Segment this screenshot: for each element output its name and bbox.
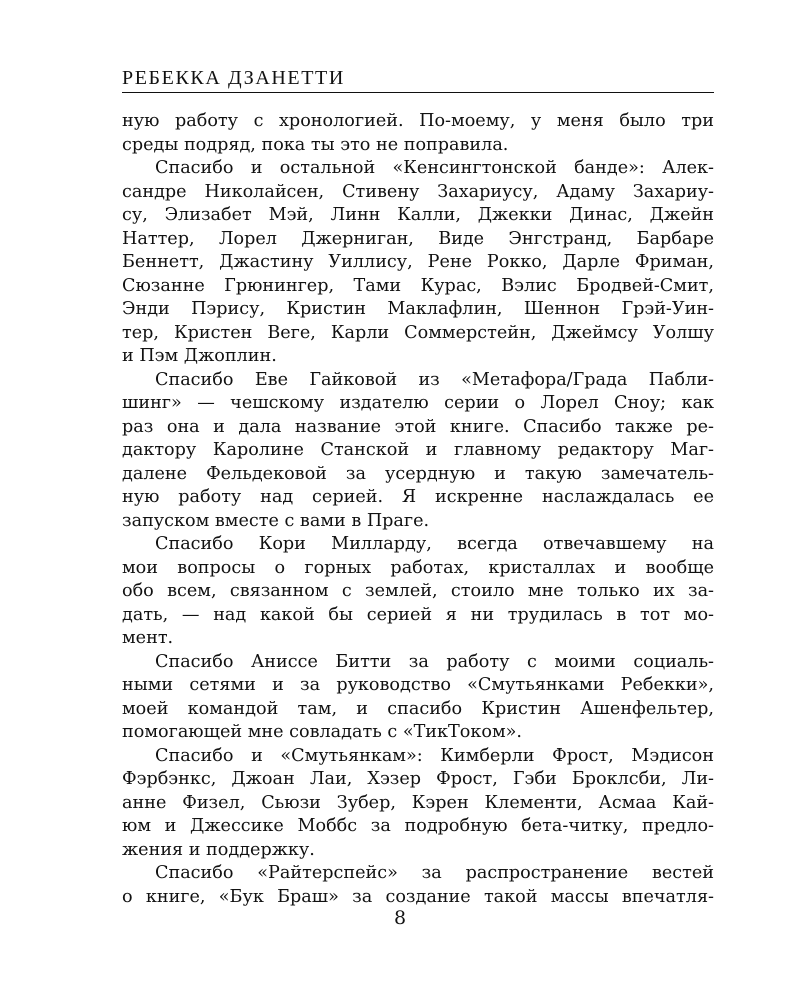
text-line: ными сетями и за руководство «Смутьянками Ребекки»,	[122, 675, 714, 695]
text-line: помогающей мне совладать с «ТикТоком».	[122, 722, 522, 742]
text-line: мент.	[122, 628, 174, 648]
text-line: анне Физел, Сьюзи Зубер, Кэрен Клементи, Асмаа Кай-	[122, 792, 714, 813]
text-line: Фэрбэнкс, Джоан Лаи, Хэзер Фрост, Гэби Броклсби, Ли-	[122, 769, 714, 789]
page-number: 8	[393, 907, 407, 929]
text-line: и Пэм Джоплин.	[122, 346, 277, 366]
body-text	[122, 110, 714, 909]
text-line: дать, — над какой бы серией я ни трудилась в тот мо-	[122, 604, 714, 625]
text-line: Сюзанне Грюнингер, Тами Курас, Вэлис Бродвей-Смит,	[122, 275, 714, 296]
text-line: сандре Николайсен, Стивену Захариусу, Адаму Захариу-	[122, 181, 714, 202]
text-line: далене Фельдековой за усердную и такую замечатель-	[122, 463, 714, 484]
text-line: обо всем, связанном с землей, стоило мне только их за-	[122, 581, 714, 601]
text-line: Спасибо Еве Гайковой из «Метафора/Града Пабли-	[155, 369, 714, 390]
text-line: ную работу с хронологией. По-моему, у меня было три	[122, 111, 714, 131]
text-line: Энди Пэрису, Кристин Маклафлин, Шеннон Грэй-Уин-	[122, 299, 714, 319]
running-head: РЕБЕККА ДЗАНЕТТИ	[122, 67, 345, 89]
text-line: ную работу над серией. Я искренне наслаждалась ее	[122, 487, 714, 507]
text-line: Спасибо «Райтерспейс» за распространение вестей	[155, 863, 714, 883]
text-line: Беннетт, Джастину Уиллису, Рене Рокко, Дарле Фриман,	[122, 252, 714, 272]
text-line: Спасибо Кори Милларду, всегда отвечавшему на	[155, 534, 714, 554]
text-line: Спасибо Аниссе Битти за работу с моими социаль-	[155, 651, 714, 672]
text-line: о книге, «Бук Браш» за создание такой массы впечатля-	[122, 886, 714, 907]
text-line: раз она и дала название этой книге. Спасибо также ре-	[122, 416, 714, 437]
text-line: мои вопросы о горных работах, кристаллах и вообще	[122, 557, 714, 578]
text-line: дактору Каролине Станской и главному редактору Маг-	[122, 440, 714, 460]
text-line: среды подряд, пока ты это не поправила.	[122, 134, 509, 155]
text-line: шинг» — чешскому издателю серии о Лорел Сноу; как	[122, 393, 714, 413]
text-line: су, Элизабет Мэй, Линн Калли, Джекки Динас, Джейн	[122, 205, 714, 225]
text-line: Наттер, Лорел Джерниган, Виде Энгстранд, Барбаре	[122, 228, 714, 249]
text-line: Спасибо и остальной «Кенсингтонской банде»: Алек-	[155, 158, 714, 178]
header-rule	[122, 92, 714, 93]
text-line: жения и поддержку.	[122, 839, 315, 860]
text-line: юм и Джессике Моббс за подробную бета-читку, предло-	[122, 816, 714, 836]
text-line: Спасибо и «Смутьянкам»: Кимберли Фрост, Мэдисон	[155, 745, 714, 766]
text-line: запуском вместе с вами в Праге.	[122, 510, 430, 531]
text-line: моей командой там, и спасибо Кристин Ашенфельтер,	[122, 698, 714, 719]
text-line: тер, Кристен Веге, Карли Соммерстейн, Джеймсу Уолшу	[122, 322, 714, 343]
